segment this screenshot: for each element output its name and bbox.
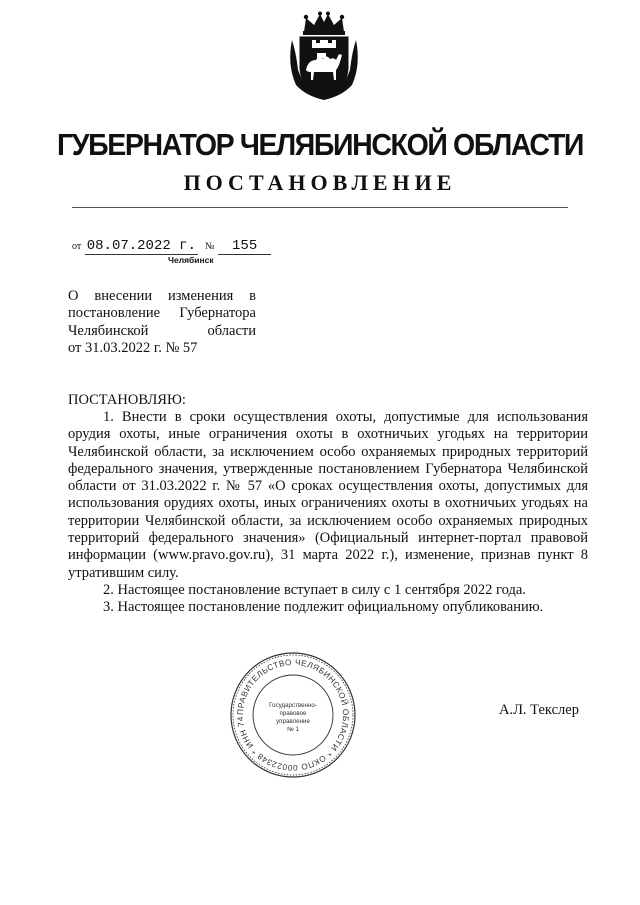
header-divider xyxy=(72,207,568,208)
document-type-heading: ПОСТАНОВЛЕНИЕ xyxy=(183,170,457,195)
governor-title: ГУБЕРНАТОР ЧЕЛЯБИНСКОЙ ОБЛАСТИ xyxy=(56,127,584,162)
subject-line: О внесении изменения в xyxy=(68,288,256,304)
coat-of-arms-emblem xyxy=(286,10,362,102)
seal-center-line: Государственно- xyxy=(269,702,317,709)
number-label: № xyxy=(204,241,215,252)
signatory-name: А.Л. Текслер xyxy=(499,702,579,718)
paragraph-3: 3. Настоящее постановление подлежит официальному опубликованию. xyxy=(103,599,544,616)
subject-line: от 31.03.2022 г. № 57 xyxy=(68,339,198,356)
document-date: 08.07.2022 г. xyxy=(86,238,196,254)
official-seal-stamp xyxy=(228,650,358,780)
decree-word: ПОСТАНОВЛЯЮ: xyxy=(68,392,186,408)
seal-ring-text: ПРАВИТЕЛЬСТВО ЧЕЛЯБИНСКОЙ ОБЛАСТИ * ОКПО 00022348 * ИНН 74 xyxy=(235,657,351,773)
subject-line: Челябинской области xyxy=(68,322,256,339)
seal-center-line: правовое xyxy=(279,710,307,717)
paragraph-1: 1. Внести в сроки осуществления охоты, допустимые для использования орудия охоты, иные ограничения охоты в охотничьих угодьях на территории Челябинской области, за исключением особо охраняемых природных территорий федерального значения, утвержденные постановлением Губернатора Челябинской области от 31.03.2022 г. № 57 «О сроках осуществления охоты, допустимых для использования орудиях охоты, иных ограничениях охоты в охотничьих угодьях на территории Челябинской области, за исключением особо охраняемых природных территорий федерального значения» (Официальный интернет-портал правовой информации (www.pravo.gov.ru), 31 марта 2022 г.), изменение, признав пункт 8 утратившим силу. xyxy=(68,409,588,581)
subject-line: постановление Губернатора xyxy=(68,305,256,322)
seal-center-line: № 1 xyxy=(287,726,299,733)
paragraph-2: 2. Настоящее постановление вступает в силу с 1 сентября 2022 года. xyxy=(103,581,526,598)
document-subject xyxy=(68,288,256,357)
seal-center-line: управление xyxy=(276,718,310,725)
date-number-line xyxy=(72,238,271,254)
date-label: от xyxy=(72,241,82,252)
document-number: 155 xyxy=(218,238,271,255)
city-name: Челябинск xyxy=(168,255,214,265)
document-body xyxy=(68,409,588,617)
